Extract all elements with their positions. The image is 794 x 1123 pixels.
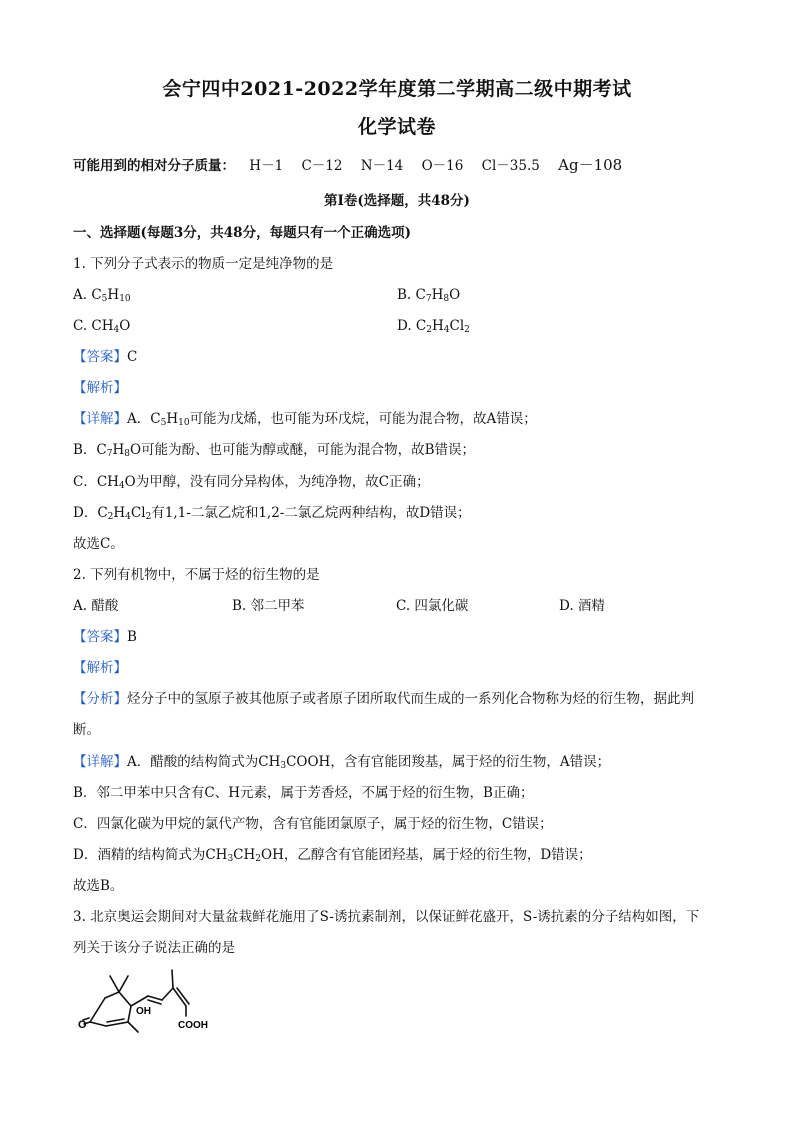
q1-stem: 1. 下列分子式表示的物质一定是纯净物的是 (73, 256, 334, 272)
mass-h: H－1 (249, 158, 284, 174)
q1-detail-a: 【详解】A．$C_5H_{10}$可能为戊烯，也可能为环戊烷，可能为混合物，故A错误； (73, 411, 537, 428)
part1-title: 第Ⅰ卷(选择题，共48分) (324, 193, 470, 209)
q2-detail-b: B．邻二甲苯中只含有C、H元素，属于芳香烃，不属于烃的衍生物，B正确； (73, 785, 534, 801)
mass-o: O－16 (421, 158, 464, 174)
q2-answer: 【答案】B (73, 629, 137, 645)
exam-subtitle: 化学试卷 (357, 116, 436, 138)
mass-ag: Ag－108 (558, 156, 623, 174)
q2-option-a: A. 醋酸 (73, 598, 119, 614)
q1-detail-c: C．$CH_4O$为甲醇，没有同分异构体，为纯净物，故C正确； (73, 474, 430, 491)
q2-fenxi-line1: 【分析】烃分子中的氢原子被其他原子或者原子团所取代而生成的一系列化合物称为烃的衍生物，据此判 (73, 691, 694, 707)
q1-option-b: B. $C_7H_8O$ (397, 287, 461, 304)
section-heading: 一、选择题(每题3分，共48分，每题只有一个正确选项) (73, 225, 411, 241)
q2-option-c: C. 四氯化碳 (396, 598, 469, 614)
relative-masses (73, 156, 636, 175)
q1-analysis-tag: 【解析】 (73, 380, 127, 396)
mass-cl: Cl－35.5 (481, 158, 540, 174)
exam-title: 会宁四中2021-2022学年度第二学期高二级中期考试 (162, 78, 632, 100)
q3-stem-line1: 3. 北京奥运会期间对大量盆栽鲜花施用了S-诱抗素制剂，以保证鲜花盛开，S-诱抗素的分子结构如图，下 (73, 909, 700, 925)
mass-n: N－14 (360, 158, 404, 174)
mass-c: C－12 (301, 158, 343, 174)
answer-tag: 【答案】 (73, 349, 127, 365)
s-abscisic-acid-structure (76, 966, 236, 1036)
q1-answer (73, 348, 137, 366)
q3-stem-line2: 列关于该分子说法正确的是 (73, 940, 235, 956)
q2-detail-d: D．酒精的结构简式为$CH_3CH_2OH$，乙醇含有官能团羟基，属于烃的衍生物，D错误； (73, 847, 592, 864)
q1-option-a: A. $C_5H_{10}$ (73, 287, 131, 304)
masses-label: 可能用到的相对分子质量： (73, 158, 235, 174)
q2-detail-a: 【详解】A．醋酸的结构简式为$CH_3COOH$，含有官能团羧基，属于烃的衍生物，A错误； (73, 754, 611, 771)
q1-option-d: D. $C_2H_4Cl_2$ (397, 318, 470, 335)
q1-option-c: C. $CH_4O$ (73, 318, 131, 335)
q2-option-b: B. 邻二甲苯 (232, 598, 305, 614)
hydroxyl-label: OH (136, 1006, 151, 1017)
q2-detail-c: C．四氯化碳为甲烷的氯代产物，含有官能团氯原子，属于烃的衍生物，C错误； (73, 816, 553, 832)
q2-fenxi-line2: 断。 (73, 722, 100, 738)
ketone-oxygen-label: O (78, 1019, 87, 1031)
q2-conclusion: 故选B。 (73, 878, 124, 894)
carboxyl-label: COOH (178, 1020, 208, 1031)
q1-answer-value: C (127, 349, 138, 365)
q2-option-d: D. 酒精 (559, 598, 605, 614)
q1-detail-d: D．$C_2H_4Cl_2$有1,1-二氯乙烷和1,2-二氯乙烷两种结构，故D错误； (73, 505, 471, 522)
q2-answer-value: B (127, 629, 137, 645)
q2-analysis-tag: 【解析】 (73, 660, 127, 676)
q1-detail-b: B．$C_7H_8O$可能为酚、也可能为醇或醚，可能为混合物，故B错误； (73, 442, 475, 459)
q2-stem: 2. 下列有机物中，不属于烃的衍生物的是 (73, 567, 320, 583)
q1-conclusion: 故选C。 (73, 536, 124, 552)
